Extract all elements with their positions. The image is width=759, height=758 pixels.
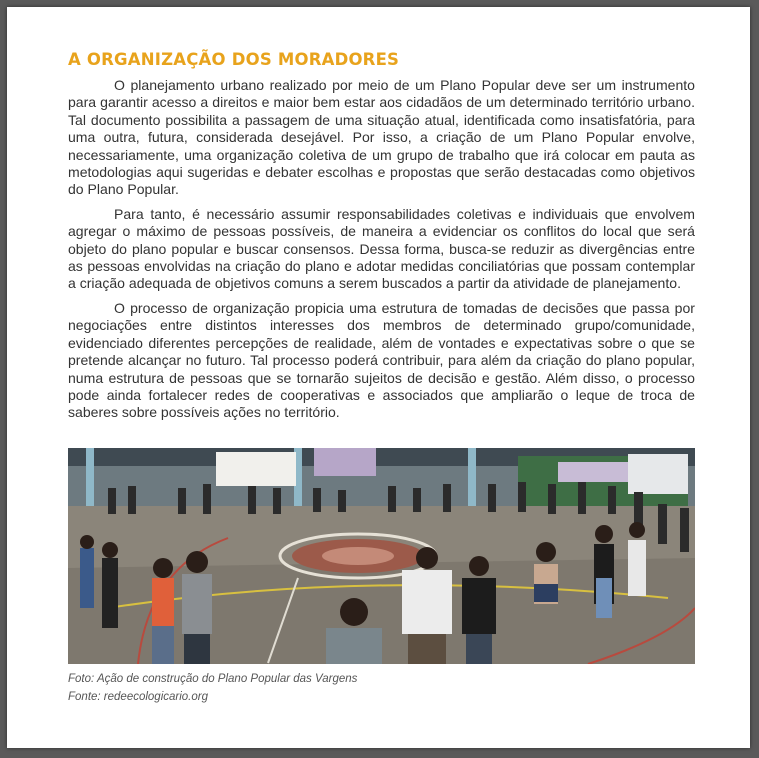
photo-floor-mandala-center [322, 547, 394, 565]
community-meeting-photo [68, 448, 695, 664]
section-title: A ORGANIZAÇÃO DOS MORADORES [68, 50, 400, 69]
paragraph-2: Para tanto, é necessário assumir responsabilidades coletivas e individuais que envolvem agregar o máximo de pessoas possíveis, de maneira a evidenciar os conflitos do local que será objeto do plano popular e buscar consensos. Dessa forma, busca-se reduzir as divergências entre as pessoas envolvidas na criação do plano e adotar medidas conciliatórias que possam contemplar a criação adequada de objetivos comuns a serem buscados a partir da atividade de planejamento. [68, 205, 695, 292]
photo-pillar-left [86, 448, 94, 508]
photo-banner-left [216, 452, 296, 486]
paragraph-1: O planejamento urbano realizado por meio de um Plano Popular deve ser um instrumento para garantir acesso a direitos e maior bem estar aos cidadãos de um determinado território urbano. Tal documento possibilita a passagem de uma situação atual, identificada como insatisfatória, para uma outra, futura, considerada desejável. Por isso, a criação de um Plano Popular envolve, necessariamente, uma organização coletiva de um grupo de trabalho que irá colocar em pauta as metodologias aqui sugeridas e debater escolhas e propostas que serão destacadas como objetivos do Plano Popular. [68, 77, 695, 198]
caption-text: Foto: Ação de construção do Plano Popular das Vargens [68, 673, 358, 685]
paragraph-3: O processo de organização propicia uma estrutura de tomadas de decisões que passa por negociações entre distintos interesses dos membros de determinado grupo/comunidade, evidenciado diferentes percepções de realidade, além de vontades e expectativas sobre o que se pretende alcançar no futuro. Tal processo poderá contribuir, para além da criação do plano popular, numa estrutura de pessoas que se tornarão sujeitos de decisão e gestão. Além disso, o processo pode ainda fortalecer redes de cooperativas e associados que ampliarão o leque de troca de saberes sobre possíveis ações no território. [68, 299, 695, 421]
photo-banner-right [558, 462, 628, 482]
photo-screen [628, 454, 688, 494]
caption-source: Fonte: redeecologicario.org [68, 691, 208, 703]
photo-caption [68, 670, 695, 706]
photo-pillar-right [468, 448, 476, 508]
photo-banner-center [314, 448, 376, 476]
body-text [68, 77, 695, 429]
document-page [7, 7, 750, 748]
